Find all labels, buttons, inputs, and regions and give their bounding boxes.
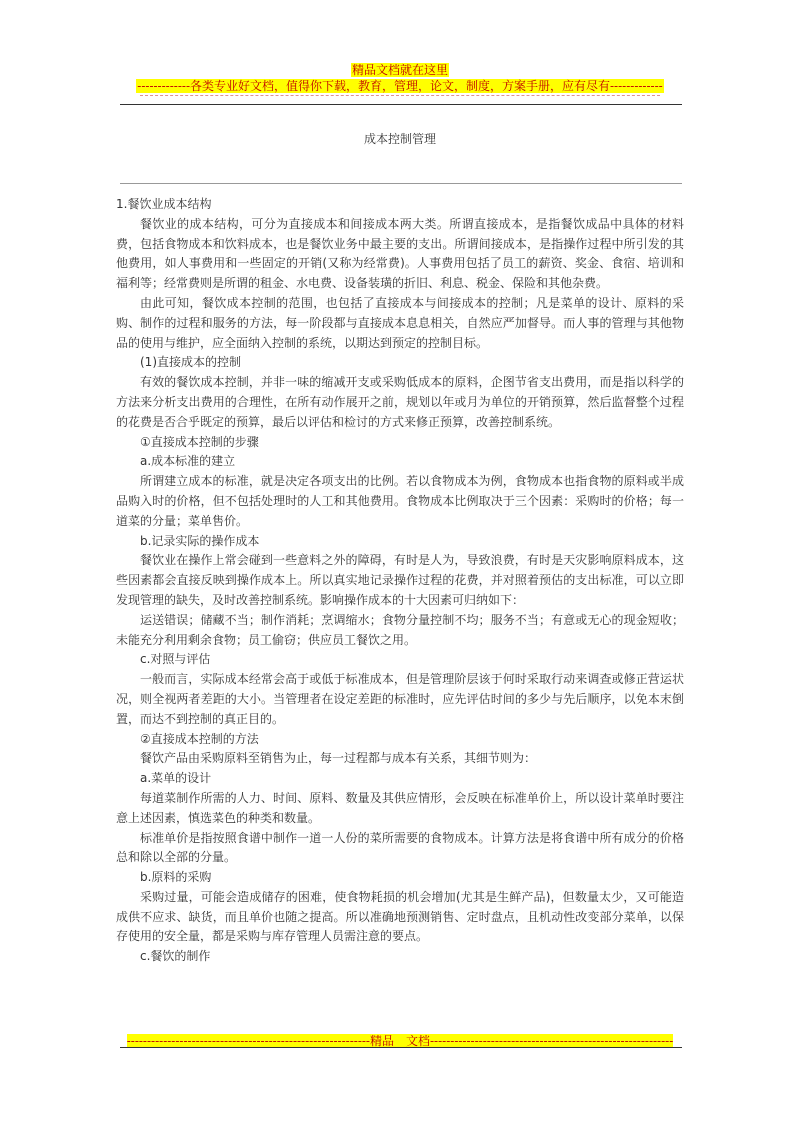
paragraph: a.成本标准的建立 [140, 454, 236, 469]
paragraph: 有效的餐饮成本控制，并非一味的缩减开支或采购低成本的原料，企图节省支出费用，而是指以科学的方法来分析支出费用的合理性，在所有动作展开之前，规划以年或月为单位的开销预算，然后监督整个过程的花费是否合乎既定的预算，最后以评估和检讨的方式来修正预算，改善控制系统。 [116, 375, 684, 429]
paragraph: c.对照与评估 [140, 652, 211, 667]
paragraph: 1.餐饮业成本结构 [116, 197, 212, 211]
paragraph: (1)直接成本的控制 [140, 355, 241, 370]
paragraph: b.原料的采购 [140, 870, 212, 885]
document-body [116, 195, 684, 967]
title-rule [120, 183, 682, 184]
paragraph: a.菜单的设计 [140, 771, 212, 786]
header-dashed-divider [140, 95, 660, 96]
paragraph: ①直接成本控制的步骤 [140, 434, 259, 449]
paragraph: 餐饮业的成本结构，可分为直接成本和间接成本两大类。所谓直接成本，是指餐饮成品中具体的材料费，包括食物成本和饮料成本，也是餐饮业务中最主要的支出。所谓间接成本，是指操作过程中所引发的其他费用，如人事费用和一些固定的开销(又称为经常费)。人事费用包括了员工的薪资、奖金、食宿、培训和福利等；经常费则是所谓的租金、水电费、设备装璜的折旧、利息、税金、保险和其他杂费。 [116, 216, 684, 291]
header-title: 精品文档就在这里 [351, 63, 448, 77]
document-title: 成本控制管理 [363, 132, 436, 146]
paragraph: 每道菜制作所需的人力、时间、原料、数量及其供应情形，会反映在标准单价上，所以设计菜单时要注意上述因素，慎选菜色的种类和数量。 [116, 790, 684, 825]
paragraph: 采购过量，可能会造成储存的困难，使食物耗损的机会增加(尤其是生鲜产品)，但数量太少，又可能造成供不应求、缺货，而且单价也随之提高。所以准确地预测销售、定时盘点，且机动性改变部分菜单，以保存使用的安全量，都是采购与库存管理人员需注意的要点。 [116, 889, 684, 944]
paragraph: 餐饮业在操作上常会碰到一些意料之外的障碍，有时是人为，导致浪费，有时是天灾影响原料成本，这些因素都会直接反映到操作成本上。所以真实地记录操作过程的花费，并对照着预估的支出标准，可以立即发现管理的缺失，及时改善控制系统。影响操作成本的十大因素可归纳如下： [116, 553, 684, 607]
paragraph: 标准单价是指按照食谱中制作一道一人份的菜所需要的食物成本。计算方法是将食谱中所有成分的价格总和除以全部的分量。 [116, 830, 684, 865]
header-line-2 [0, 75, 800, 94]
paragraph: 餐饮产品由采购原料至销售为止，每一过程都与成本有关系，其细节则为： [140, 751, 537, 766]
paragraph: c.餐饮的制作 [140, 949, 211, 964]
paragraph: 由此可知，餐饮成本控制的范围，也包括了直接成本与间接成本的控制；凡是菜单的设计、原料的采购、制作的过程和服务的方法，每一阶段都与直接成本息息相关，自然应严加督导。而人事的管理与其他物品的使用与维护，应全面纳入控制的系统，以期达到预定的控制目标。 [116, 295, 684, 350]
footer-text: ------------------------------------------------------------精品 文档------------------------------------------------------------ [126, 1034, 674, 1048]
paragraph: ②直接成本控制的方法 [140, 731, 259, 746]
paragraph: 运送错误；储藏不当；制作消耗；烹调缩水；食物分量控制不均；服务不当；有意或无心的现金短收；未能充分利用剩余食物；员工偷窃；供应员工餐饮之用。 [116, 612, 684, 647]
paragraph: 一般而言，实际成本经常会高于或低于标准成本，但是管理阶层该于何时采取行动来调查或修正营运状况，则全视两者差距的大小。当管理者在设定差距的标准时，应先评估时间的多少与先后顺序，以免本末倒置，而达不到控制的真正目的。 [116, 672, 684, 726]
footer-rule [120, 1047, 682, 1048]
header-rule [120, 104, 682, 105]
paragraph: 所谓建立成本的标准，就是决定各项支出的比例。若以食物成本为例，食物成本也指食物的原料或半成品购入时的价格，但不包括处理时的人工和其他费用。食物成本比例取决于三个因素：采购时的价格；每一道菜的分量；菜单售价。 [116, 474, 684, 528]
paragraph: b.记录实际的操作成本 [140, 533, 260, 548]
header-slogan: -------------各类专业好文档，值得你下载，教育，管理，论文，制度，方案手册，应有尽有------------- [137, 79, 663, 93]
